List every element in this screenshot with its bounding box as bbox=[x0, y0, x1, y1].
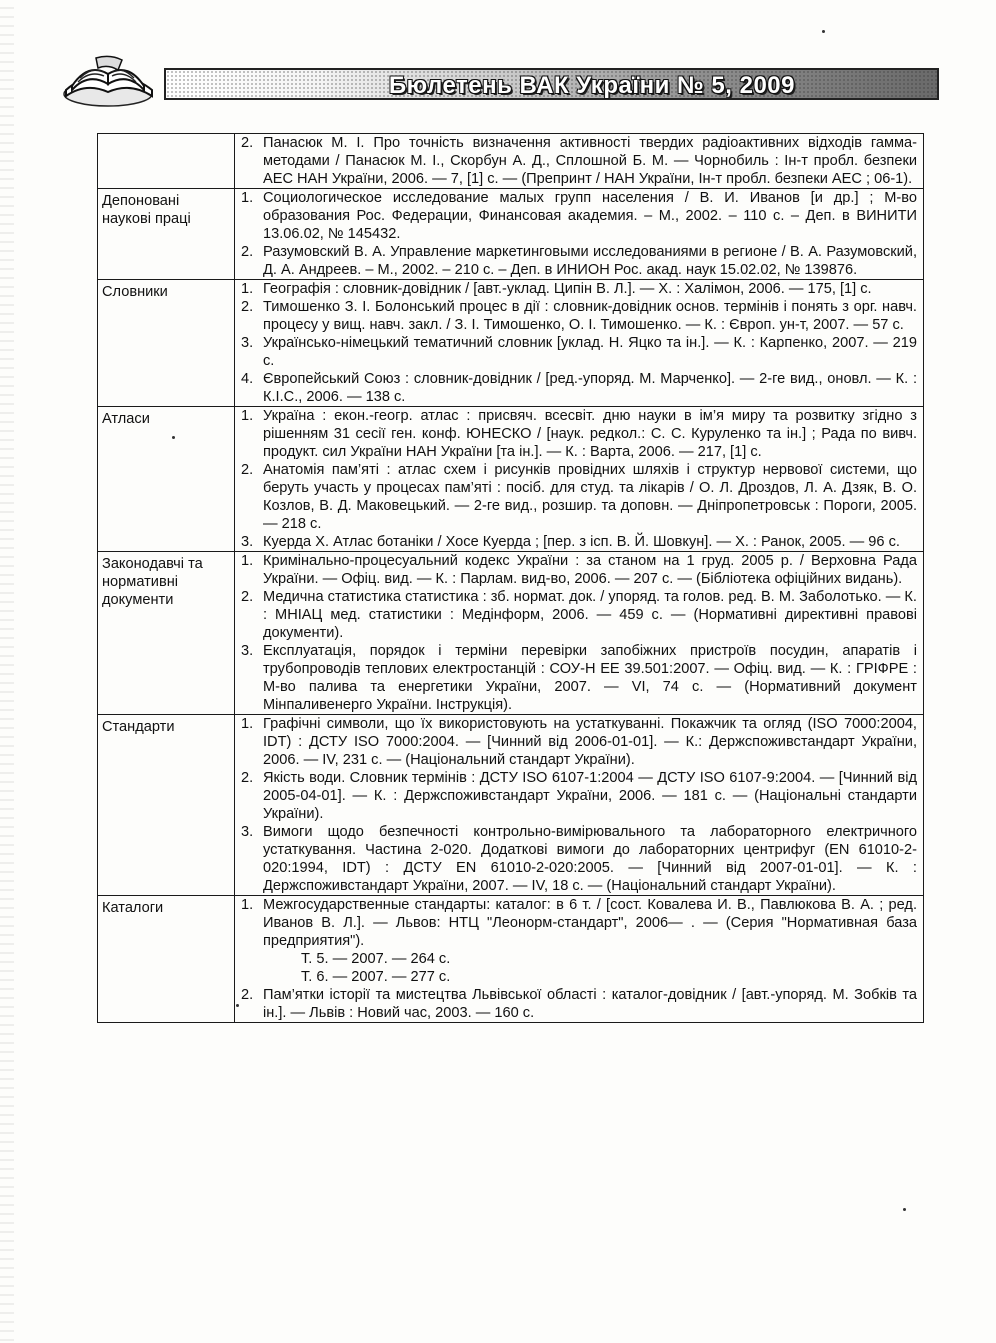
entries-cell bbox=[235, 280, 924, 407]
category-cell: Законодавчі та нормативні документи bbox=[98, 552, 235, 715]
volume-line: Т. 5. — 2007. — 264 с. bbox=[301, 951, 451, 967]
entry-text: Панасюк М. І. Про точність визначення активності твердих радіоактивних відходів гамма-методами / Панасюк М. І., Скорбун А. Д., Сплошной Б. М. — Чорнобиль : Ін-т пробл. безпеки АЕС НАН України, 2006. — 7, [1] с. — (Препринт / НАН України, Ін-т пробл. безпеки АЕС ; 06-1). bbox=[263, 135, 917, 187]
entry-text: Межгосударственные стандарты: каталог: в 6 т. / [сост. Ковалева И. В., Павлюкова В. А. ; ред. Иванов В. Л.]. — Львов: НТЦ "Леонорм-стандарт", 2006— . — (Серия "Нормативная база предприятия"). bbox=[263, 897, 917, 949]
entry-text: Графічні символи, що їх використовують на устаткуванні. Покажчик та огляд (ISO 7000:2004, IDT) : ДСТУ ISO 7000:2004. — [Чинний від 2006-01-01]. — К.: Держспоживстандарт України, 2006. — IV, 231 с. — (Національний стандарт України). bbox=[263, 716, 917, 768]
table-row bbox=[98, 134, 924, 189]
entry-number: 1. bbox=[241, 716, 254, 732]
list-item bbox=[239, 552, 917, 588]
entry-number: 3. bbox=[241, 824, 254, 840]
entry-number: 3. bbox=[241, 534, 254, 550]
list-item bbox=[239, 769, 917, 823]
list-item bbox=[239, 986, 917, 1022]
table-row bbox=[98, 552, 924, 715]
entry-number: 2. bbox=[241, 299, 254, 315]
entry-list bbox=[239, 407, 917, 551]
entry-number: 1. bbox=[241, 897, 254, 913]
scan-speck bbox=[236, 1004, 239, 1007]
bibliography-table bbox=[97, 133, 924, 1023]
scan-speck bbox=[903, 1208, 906, 1211]
category-cell: Словники bbox=[98, 280, 235, 407]
journal-title: Бюлетень ВАК України № 5, 2009 bbox=[388, 72, 795, 99]
list-item bbox=[239, 189, 917, 243]
entry-number: 2. bbox=[241, 135, 254, 151]
entry-text: Якість води. Словник термінів : ДСТУ ISO 6107-1:2004 — ДСТУ ISO 6107-9:2004. — [Чинний від 2005-04-01]. — К. : Держспоживстандарт України, 2006. — 181 с. — (Національні стандарти України). bbox=[263, 770, 917, 822]
list-item bbox=[239, 243, 917, 279]
entries-cell bbox=[235, 407, 924, 552]
table-row bbox=[98, 715, 924, 896]
entry-number: 4. bbox=[241, 371, 254, 387]
entry-list bbox=[239, 552, 917, 714]
entry-number: 1. bbox=[241, 281, 254, 297]
list-item bbox=[239, 715, 917, 769]
table-row bbox=[98, 280, 924, 407]
entry-text: Медична статистика статистика : зб. нормат. док. / упоряд. та голов. ред. В. М. Заболотько. — К. : МНІАЦ мед. статистики : Медінформ, 2006. — 459 с. — (Нормативні директивні правові документи). bbox=[263, 589, 917, 641]
entry-list bbox=[239, 896, 917, 1022]
entry-number: 1. bbox=[241, 190, 254, 206]
entry-number: 1. bbox=[241, 553, 254, 569]
table-row bbox=[98, 896, 924, 1023]
entry-text: Європейський Союз : словник-довідник / [ред.-упоряд. М. Марченко]. — 2-ге вид., оновл. — К. : К.І.С., 2006. — 138 с. bbox=[263, 371, 917, 405]
entry-text: Українсько-німецький тематичний словник [уклад. Н. Яцко та ін.]. — К. : Карпенко, 2007. — 219 с. bbox=[263, 335, 917, 369]
list-item bbox=[239, 642, 917, 714]
entries-cell bbox=[235, 715, 924, 896]
entry-number: 1. bbox=[241, 408, 254, 424]
table-row bbox=[98, 189, 924, 280]
entry-text: Україна : екон.-геогр. атлас : присвяч. всесвіт. дню науки в ім’я миру та розвитку згідно з рішенням 31 сесії ген. конф. ЮНЕСКО / [наук. редкол.: С. С. Куруленко та ін.] ; Рада по вивч. продукт. сил України НАН України [та ін.]. — К. : Варта, 2006. — 217, [1] с. bbox=[263, 408, 917, 460]
category-cell: Стандарти bbox=[98, 715, 235, 896]
entry-text: Географія : словник-довідник / [авт.-уклад. Ципін В. Л.]. — Х. : Халімон, 2006. — 175, [1] с. bbox=[263, 281, 872, 297]
list-item bbox=[239, 407, 917, 461]
entry-text: Куерда Х. Атлас ботаніки / Хосе Куерда ; [пер. з ісп. В. Й. Шовкун]. — Х. : Ранок, 2005. — 96 с. bbox=[263, 534, 900, 550]
list-item bbox=[239, 298, 917, 334]
entry-text: Вимоги щодо безпечності контрольно-вимірювального та лабораторного електричного устаткування. Частина 2-020. Додаткові вимоги до лабораторних центрифуг (EN 61010-2-020:1994, IDT) : ДСТУ EN 61010-2-020:2005. — [Чинний від 2007-01-01]. — К. : Держспоживстандарт України, 2007. — IV, 18 с. — (Національний стандарт України). bbox=[263, 824, 917, 894]
entry-number: 3. bbox=[241, 643, 254, 659]
scan-edge-noise bbox=[0, 0, 14, 1343]
entry-list bbox=[239, 715, 917, 895]
entry-number: 2. bbox=[241, 589, 254, 605]
category-cell: Каталоги bbox=[98, 896, 235, 1023]
entries-cell bbox=[235, 552, 924, 715]
entry-text: Пам’ятки історії та мистецтва Львівської області : каталог-довідник / [авт.-упоряд. М. Зобків та ін.]. — Львів : Новий час, 2003. — 160 с. bbox=[263, 987, 917, 1021]
entry-text: Експлуатація, порядок і терміни перевірки запобіжних пристроїв посудин, апаратів і трубопроводів теплових електростанцій : СОУ-Н ЕЕ 39.501:2007. — Офіц. вид. — К. : ГРІФРЕ : М-во палива та енергетики України, 2007. — VI, 74 с. — (Нормативний документ Мінпаливенерго України. Інструкція). bbox=[263, 643, 917, 713]
table-body bbox=[98, 134, 924, 1023]
scan-speck bbox=[172, 436, 175, 439]
entry-number: 2. bbox=[241, 987, 254, 1003]
entry-text: Разумовский В. А. Управление маркетинговыми исследованиями в регионе / В. А. Разумовский, Д. А. Андреев. – М., 2002. – 210 с. – Деп. в ИНИОН Рос. акад. наук 15.02.02, № 139876. bbox=[263, 244, 917, 278]
journal-banner bbox=[164, 68, 939, 100]
entry-number: 3. bbox=[241, 335, 254, 351]
volume-line: Т. 6. — 2007. — 277 с. bbox=[301, 969, 451, 985]
list-item bbox=[239, 134, 917, 188]
entry-list bbox=[239, 189, 917, 279]
list-item bbox=[239, 370, 917, 406]
entry-list bbox=[239, 134, 917, 188]
open-book-icon bbox=[56, 52, 160, 110]
entry-text: Тимошенко З. І. Болонський процес в дії : словник-довідник основ. термінів і понять з орг. навч. процесу у вищ. навч. закл. / З. І. Тимошенко, О. І. Тимошенко. — К. : Європ. ун-т, 2007. — 57 с. bbox=[263, 299, 917, 333]
list-item bbox=[239, 280, 917, 298]
entries-cell bbox=[235, 189, 924, 280]
scan-speck bbox=[822, 30, 825, 33]
entry-number: 2. bbox=[241, 770, 254, 786]
entry-text: Социологическое исследование малых групп населения / В. И. Иванов [и др.] ; М-во образования Рос. Федерации, Финансовая академия. – М., 2002. – 110 с. – Деп. в ВИНИТИ 13.06.02, № 145432. bbox=[263, 190, 917, 242]
table-row bbox=[98, 407, 924, 552]
entry-number: 2. bbox=[241, 462, 254, 478]
list-item bbox=[239, 533, 917, 551]
list-item bbox=[239, 334, 917, 370]
list-item bbox=[239, 823, 917, 895]
entry-text: Анатомія пам’яті : атлас схем і рисунків провідних шляхів і структур нервової системи, що беруть участь у процесах пам’яті : посіб. для студ. та лікарів / О. Л. Дроздов, Л. А. Дзяк, В. О. Козлов, В. Д. Маковецький. — 2-ге вид., розшир. та доповн. — Дніпропетровськ : Пороги, 2005. — 218 с. bbox=[263, 462, 917, 532]
category-cell: Атласи bbox=[98, 407, 235, 552]
list-item bbox=[239, 896, 917, 986]
category-cell: Депоновані наукові праці bbox=[98, 189, 235, 280]
entries-cell bbox=[235, 134, 924, 189]
entry-number: 2. bbox=[241, 244, 254, 260]
category-cell bbox=[98, 134, 235, 189]
entry-text: Кримінально-процесуальний кодекс України : за станом на 1 груд. 2005 р. / Верховна Рада України. — Офіц. вид. — К. : Парлам. вид-во, 2006. — 207 с. — (Бібліотека офіційних видань). bbox=[263, 553, 917, 587]
entries-cell bbox=[235, 896, 924, 1023]
entry-list bbox=[239, 280, 917, 406]
list-item bbox=[239, 588, 917, 642]
list-item bbox=[239, 461, 917, 533]
